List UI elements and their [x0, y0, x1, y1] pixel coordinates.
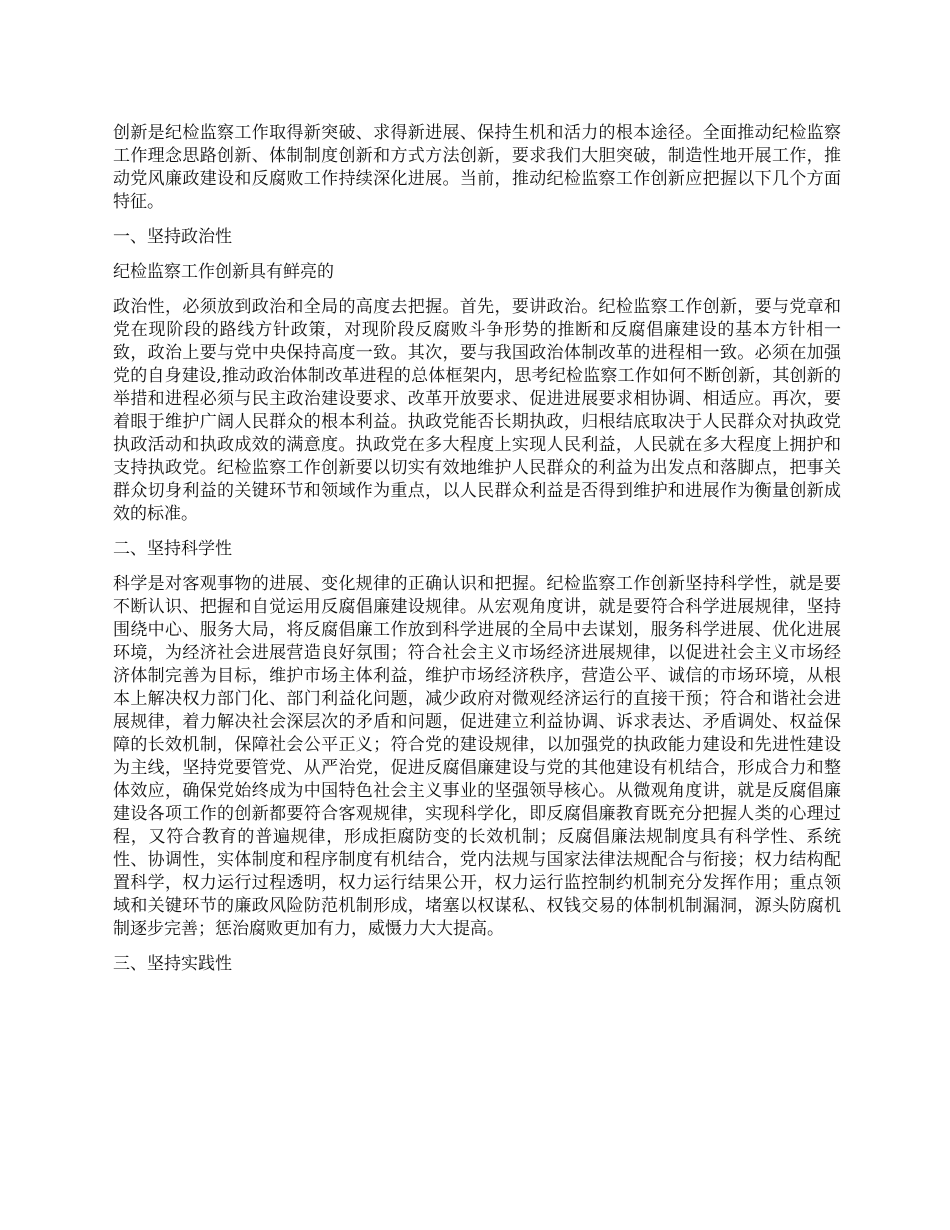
intro-paragraph: 创新是纪检监察工作取得新突破、求得新进展、保持生机和活力的根本途径。全面推动纪检监察工作理念思路创新、体制制度创新和方式方法创新，要求我们大胆突破，制造性地开展工作，推动党风廉政建设和反腐败工作持续深化进展。当前，推动纪检监察工作创新应把握以下几个方面特征。 — [113, 123, 841, 212]
section-heading-science: 二、坚持科学性 — [113, 539, 232, 559]
science-body-paragraph: 科学是对客观事物的进展、变化规律的正确认识和把握。纪检监察工作创新坚持科学性，就是要不断认识、把握和自觉运用反腐倡廉建设规律。从宏观角度讲，就是要符合科学进展规律，坚持围绕中心、服务大局，将反腐倡廉工作放到科学进展的全局中去谋划，服务科学进展、优化进展环境，为经济社会进展营造良好氛围；符合社会主义市场经济进展规律，以促进社会主义市场经济体制完善为目标，维护市场主体利益，维护市场经济秩序，营造公平、诚信的市场环境，从根本上解决权力部门化、部门利益化问题，减少政府对微观经济运行的直接干预；符合和谐社会进展规律，着力解决社会深层次的矛盾和问题，促进建立利益协调、诉求表达、矛盾调处、权益保障的长效机制，保障社会公平正义；符合党的建设规律，以加强党的执政能力建设和先进性建设为主线，坚持党要管党、从严治党，促进反腐倡廉建设与党的其他建设有机结合，形成合力和整体效应，确保党始终成为中国特色社会主义事业的坚强领导核心。从微观角度讲，就是反腐倡廉建设各项工作的创新都要符合客观规律，实现科学化，即反腐倡廉教育既充分把握人类的心理过程，又符合教育的普遍规律，形成拒腐防变的长效机制；反腐倡廉法规制度具有科学性、系统性、协调性，实体制度和程序制度有机结合，党内法规与国家法律法规配合与衔接；权力结构配置科学，权力运行过程透明，权力运行结果公开，权力运行监控制约机制充分发挥作用；重点领域和关键环节的廉政风险防范机制形成，堵塞以权谋私、权钱交易的体制机制漏洞，源头防腐机制逐步完善；惩治腐败更加有力，威慑力大大提高。 — [113, 574, 841, 939]
document-page — [113, 122, 841, 988]
politics-lead-paragraph: 纪检监察工作创新具有鲜亮的 — [113, 262, 334, 282]
section-heading-politics: 一、坚持政治性 — [113, 227, 232, 247]
section-heading-practice: 三、坚持实践性 — [113, 954, 232, 974]
politics-body-paragraph: 政治性，必须放到政治和全局的高度去把握。首先，要讲政治。纪检监察工作创新，要与党章和党在现阶段的路线方针政策，对现阶段反腐败斗争形势的推断和反腐倡廉建设的基本方针相一致，政治上要与党中央保持高度一致。其次，要与我国政治体制改革的进程相一致。必须在加强党的自身建设,推动政治体制改革进程的总体框架内，思考纪检监察工作如何不断创新，其创新的举措和进程必须与民主政治建设要求、改革开放要求、促进进展要求相协调、相适应。再次，要着眼于维护广阔人民群众的根本利益。执政党能否长期执政，归根结底取决于人民群众对执政党执政活动和执政成效的满意度。执政党在多大程度上实现人民利益，人民就在多大程度上拥护和支持执政党。纪检监察工作创新要以切实有效地维护人民群众的利益为出发点和落脚点，把事关群众切身利益的关键环节和领域作为重点，以人民群众利益是否得到维护和进展作为衡量创新成效的标准。 — [113, 297, 841, 524]
